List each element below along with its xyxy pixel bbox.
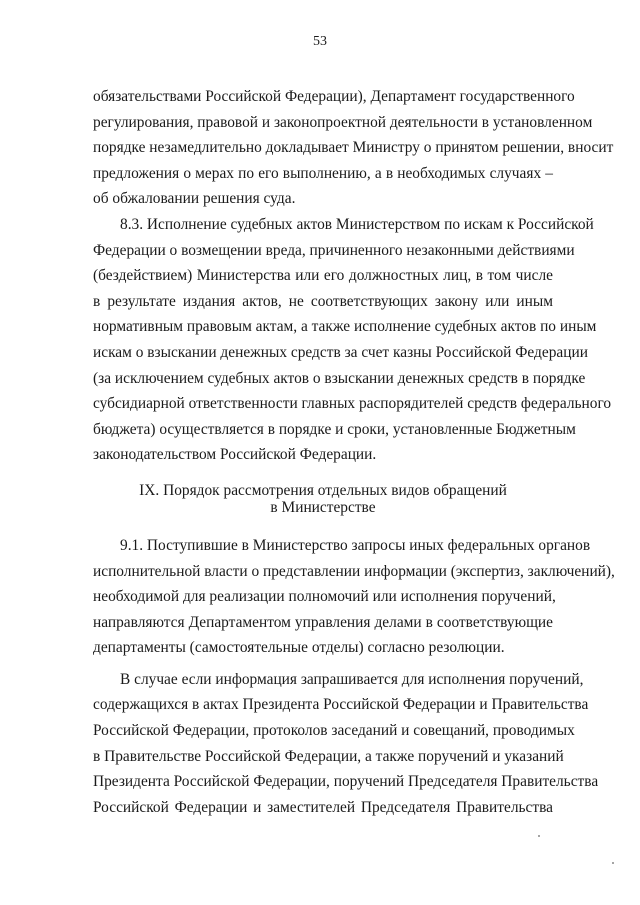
text-line: порядке незамедлительно докладывает Министру о принятом решении, вносит <box>93 139 614 157</box>
scan-speck <box>612 862 614 864</box>
text-line: нормативным правовым актам, а также исполнение судебных актов по иным <box>93 318 597 336</box>
text-line: направляются Департаментом управления делами в соответствующие <box>93 613 553 631</box>
scan-speck <box>538 835 540 837</box>
text-line: 8.3. Исполнение судебных актов Министерством по искам к Российской <box>120 215 594 233</box>
section-heading <box>93 482 553 516</box>
text-line: Российской Федерации, протоколов заседаний и совещаний, проводимых <box>93 722 575 740</box>
paragraph-information-request <box>93 667 599 821</box>
page-number: 53 <box>313 34 327 49</box>
section-heading-line: IX. Порядок рассмотрения отдельных видов обращений <box>139 481 507 499</box>
text-line: Федерации о возмещении вреда, причиненного незаконными действиями <box>93 241 575 259</box>
text-line: (бездействием) Министерства или его должностных лиц, в том числе <box>93 267 553 285</box>
paragraph-continuation <box>93 84 614 212</box>
paragraph-9-1 <box>93 533 615 661</box>
text-line: содержащихся в актах Президента Российской Федерации и Правительства <box>93 696 589 714</box>
text-line: бюджета) осуществляется в порядке и сроки, установленные Бюджетным <box>93 420 576 438</box>
text-line: в Правительстве Российской Федерации, а также поручений и указаний <box>93 747 564 765</box>
text-line: предложения о мерах по его выполнению, а в необходимых случаях – <box>93 164 553 182</box>
section-heading-line: в Министерстве <box>270 498 376 516</box>
text-line: об обжаловании решения суда. <box>93 190 296 208</box>
text-line: необходимой для реализации полномочий или исполнения поручений, <box>93 588 556 606</box>
text-line: департаменты (самостоятельные отделы) согласно резолюции. <box>93 639 505 657</box>
text-line: обязательствами Российской Федерации), Департамент государственного <box>93 88 575 105</box>
text-line: 9.1. Поступившие в Министерство запросы иных федеральных органов <box>120 536 591 554</box>
text-line: в результате издания актов, не соответствующих закону или иным <box>93 292 553 310</box>
text-line: субсидиарной ответственности главных распорядителей средств федерального <box>93 395 612 413</box>
text-line: Президента Российской Федерации, поручений Председателя Правительства <box>93 773 599 791</box>
text-line: регулирования, правовой и законопроектной деятельности в установленном <box>93 113 593 131</box>
paragraph-8-3 <box>93 212 612 468</box>
text-line: исполнительной власти о представлении информации (экспертиз, заключений), <box>93 562 615 580</box>
document-body <box>93 84 615 820</box>
text-line: Российской Федерации и заместителей Председателя Правительства <box>93 798 553 816</box>
text-line: (за исключением судебных актов о взыскании денежных средств в порядке <box>93 369 586 387</box>
text-line: искам о взыскании денежных средств за счет казны Российской Федерации <box>93 343 588 361</box>
text-line: В случае если информация запрашивается для исполнения поручений, <box>120 670 584 688</box>
text-line: законодательством Российской Федерации. <box>93 446 377 464</box>
